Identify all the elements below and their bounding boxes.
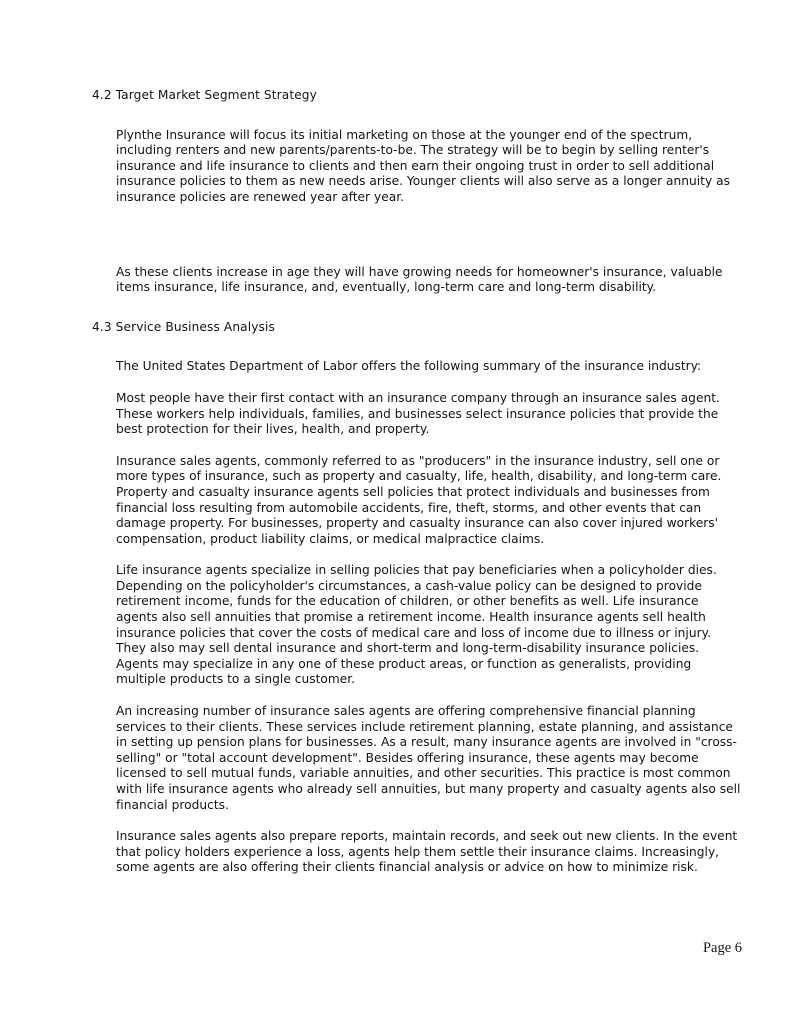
page-number: Page 6 — [702, 940, 742, 956]
paragraph-dol-intro: The United States Department of Labor offers the following summary of the insurance industry: — [116, 359, 702, 374]
paragraph-producers: Insurance sales agents, commonly referred to as "producers" in the insurance industry, sell one or more types of insurance, such as property and casualty, life, health, disability, and long-term care. Property and casualty insurance agents sell policies that protect individuals and businesses from financial loss resulting from automobile accidents, fire, theft, storms, and other events that can damage property. For businesses, property and casualty insurance can also cover injured workers' compensation, product liability claims, or medical malpractice claims. — [116, 453, 722, 546]
spacer — [92, 335, 742, 359]
spacer — [92, 296, 742, 320]
spacer — [92, 206, 742, 265]
spacer — [92, 813, 742, 829]
paragraph-reports-and-records: Insurance sales agents also prepare reports, maintain records, and seek out new clients. In the event that policy holders experience a loss, agents help them settle their insurance claims. Increasingly, some agents are also offering their clients financial analysis or advice on how to minimize risk. — [116, 829, 738, 875]
spacer — [92, 375, 742, 391]
spacer — [92, 104, 742, 128]
paragraph-financial-planning: An increasing number of insurance sales agents are offering comprehensive financial planning services to their clients. These services include retirement planning, estate planning, and assistance in setting up pension plans for businesses. As a result, many insurance agents are involved in "cross-selling" or "total account development". Besides offering insurance, these agents may become licensed to sell mutual funds, variable annuities, and other securities. This practice is most common with life insurance agents who already sell annuities, but many property and casualty agents also sell financial products. — [116, 704, 741, 812]
spacer — [92, 547, 742, 563]
paragraph-growing-needs: As these clients increase in age they will have growing needs for homeowner's insurance, valuable items insurance, life insurance, and, eventually, long-term care and long-term disability. — [116, 264, 723, 295]
paragraph-first-contact: Most people have their first contact with an insurance company through an insurance sales agent. These workers help individuals, families, and businesses select insurance policies that provide the best protection for their lives, health, and property. — [116, 390, 720, 437]
section-heading-4-2: 4.2 Target Market Segment Strategy — [92, 88, 317, 102]
paragraph-target-market-strategy: Plynthe Insurance will focus its initial marketing on those at the younger end of the spectrum, including renters and new parents/parents-to-be. The strategy will be to begin by selling renter's insurance and life insurance to clients and then earn their ongoing trust in order to sell additional insurance policies to them as new needs arise. Younger clients will also serve as a longer annuity as insurance policies are renewed year after year. — [116, 127, 730, 204]
section-heading-4-3: 4.3 Service Business Analysis — [92, 319, 275, 334]
page-footer — [0, 939, 791, 957]
document-body — [92, 88, 742, 876]
paragraph-life-insurance-agents: Life insurance agents specialize in selling policies that pay beneficiaries when a policyholder dies. Depending on the policyholder's circumstances, a cash-value policy can be designed to provide retirement income, funds for the education of children, or other benefits as well. Life insurance agents also sell annuities that promise a retirement income. Health insurance agents sell health insurance policies that cover the costs of medical care and loss of income due to illness or injury. They also may sell dental insurance and short-term and long-term-disability insurance policies. Agents may specialize in any one of these product areas, or function as generalists, providing multiple products to a single customer. — [116, 563, 717, 687]
spacer — [92, 688, 742, 704]
spacer — [92, 438, 742, 454]
